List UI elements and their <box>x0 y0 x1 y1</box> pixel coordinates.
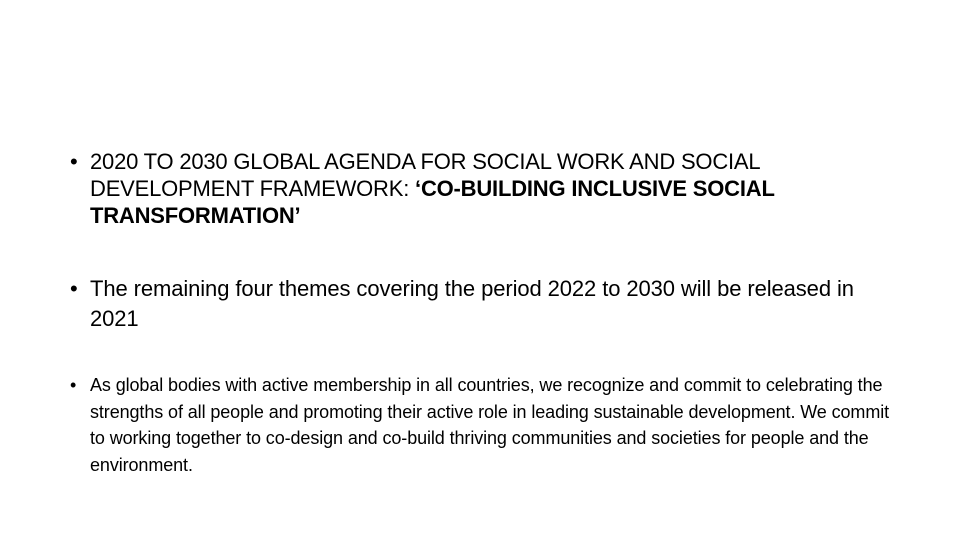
bullet-text: As global bodies with active membership in all countries, we recognize and commit to celebrating the strengths of all people and promoting their active role in leading sustainable development. We commit to working together to co-design and co-build thriving communities and societies for people and the environment. <box>90 375 890 475</box>
bullet-dot: • <box>70 375 77 395</box>
bullet-item-global-agenda <box>70 148 900 229</box>
bullet-text-plain: 2020 TO 2030 GLOBAL AGENDA FOR SOCIAL WORK AND SOCIAL DEVELOPMENT FRAMEWORK: <box>90 149 760 201</box>
bullet-text-bold: ‘CO-BUILDING INCLUSIVE SOCIAL TRANSFORMATION’ <box>90 176 775 228</box>
bullet-dot: • <box>70 276 78 301</box>
bullet-item-remaining-themes <box>70 274 900 334</box>
bullet-list <box>70 148 900 478</box>
bullet-text: The remaining four themes covering the period 2022 to 2030 will be released in 2021 <box>90 276 854 331</box>
bullet-dot: • <box>70 149 78 174</box>
bullet-item-global-bodies-commitment <box>70 372 900 478</box>
